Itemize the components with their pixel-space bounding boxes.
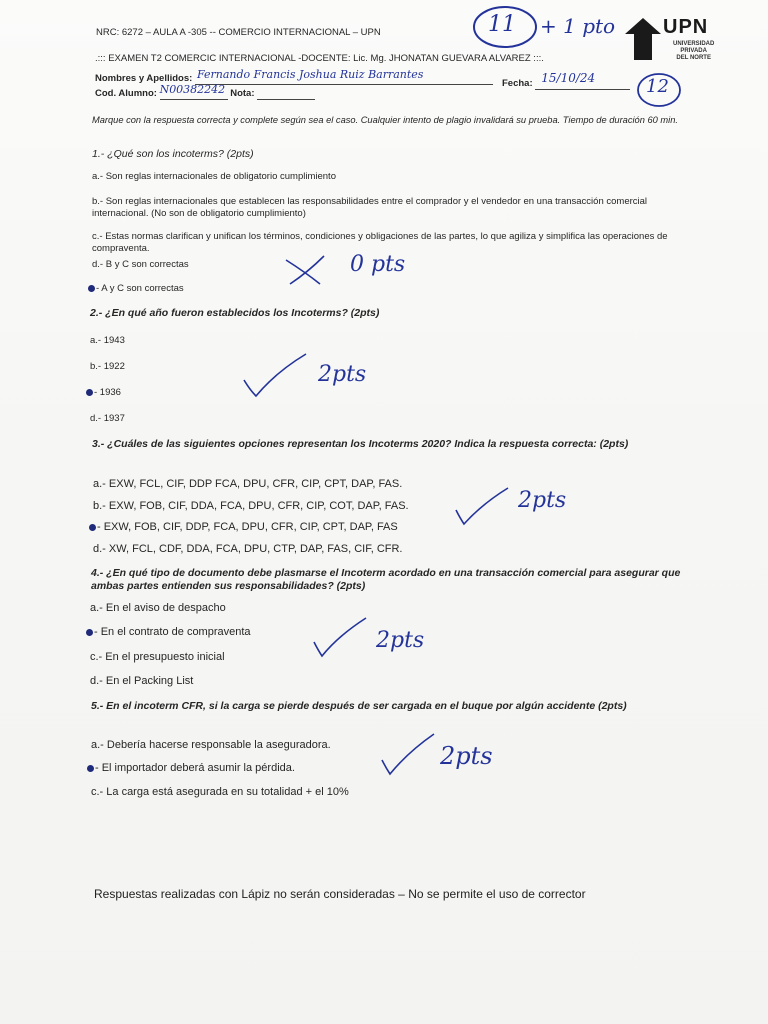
q4-option-b-row [86,626,251,638]
score-handwritten: 11 [488,12,516,37]
q4-option-c: c.- En el presupuesto inicial [90,651,225,663]
q2-option-d: d.- 1937 [90,413,125,424]
upn-sub-2: PRIVADA [680,48,707,54]
q3-option-b: b.- EXW, FOB, CIF, DDA, FCA, DPU, CFR, CIP, COT, DAP, FAS. [93,500,409,512]
question-5-title: 5.- En el incoterm CFR, si la carga se pierde después de ser cargada en el buque por algún accidente (2pts) [91,700,627,712]
q1-option-e: - A y C son correctas [96,283,184,294]
date-field [535,71,630,90]
check-mark-icon [452,484,512,528]
code-field [159,83,228,100]
question-4-title: 4.- ¿En qué tipo de documento debe plasmarse el Incoterm acordado en una transacción comercial para asegurar que ambas partes entienden sus responsabilidades? (2pts) [91,567,681,592]
name-label: Nombres y Apellidos: [95,73,193,84]
selected-bubble-icon [88,285,95,292]
q3-score-handwritten: 2pts [518,488,567,513]
student-name-row [95,68,493,85]
upn-logo-text: UPN [663,16,709,38]
q2-option-b: b.- 1922 [90,361,125,372]
name-field [195,68,493,85]
q4-option-a: a.- En el aviso de despacho [90,602,226,614]
question-2-title: 2.- ¿En qué año fueron establecidos los Incoterms? (2pts) [90,307,380,319]
student-code-row [95,83,315,100]
upn-sub-1: UNIVERSIDAD [673,41,715,47]
grade-label: Nota: [230,88,255,99]
q2-option-a: a.- 1943 [90,335,125,346]
final-grade-handwritten: 12 [646,76,669,97]
question-3-title: 3.- ¿Cuáles de las siguientes opciones representan los Incoterms 2020? Indica la respuesta correcta: (2pts) [92,438,629,450]
code-label: Cod. Alumno: [95,88,157,99]
check-mark-icon [240,350,310,400]
footer-note: Respuestas realizadas con Lápiz no serán consideradas – No se permite el uso de corrector [94,887,586,901]
q3-option-d: d.- XW, FCL, CDF, DDA, FCA, DPU, CTP, DAP, FAS, CIF, CFR. [93,543,403,555]
q1-option-b: b.- Son reglas internacionales que establecen las responsabilidades entre el comprador y el vendedor en una transacción comercial internacional. (No son de obligatorio cumplimiento) [92,196,648,219]
bonus-handwritten: + 1 pto [540,14,616,38]
q4-option-d: d.- En el Packing List [90,675,194,687]
instructions: Marque con la respuesta correcta y complete según sea el caso. Cualquier intento de plagio invalidará su prueba. Tiempo de duración 60 min. [92,115,678,125]
q4-option-b: - En el contrato de compraventa [94,626,251,638]
question-1-title: 1.- ¿Qué son los incoterms? (2pts) [92,148,254,160]
date-row [502,71,630,90]
header-course-line: NRC: 6272 – AULA A -305 -- COMERCIO INTERNACIONAL – UPN [96,27,381,38]
date-handwritten: 15/10/24 [541,71,596,85]
q5-option-a: a.- Debería hacerse responsable la aseguradora. [91,739,331,751]
selected-bubble-icon [87,765,94,772]
selected-bubble-icon [86,629,93,636]
upn-logo-subtitle [673,41,714,62]
selected-bubble-icon [86,389,93,396]
q5-option-b: - El importador deberá asumir la pérdida. [95,762,295,774]
q1-option-c: c.- Estas normas clarifican y unifican los términos, condiciones y obligaciones de las partes, lo que agiliza y simplifica las operaciones de compraventa. [92,231,668,254]
q5-option-b-row [87,762,295,774]
q5-option-c: c.- La carga está asegurada en su totalidad + el 10% [91,786,349,798]
upn-arrow-icon [625,18,661,60]
q3-option-c-row [89,521,398,533]
q1-option-d: d.- B y C son correctas [92,259,189,270]
wrong-mark-icon [280,250,340,290]
q4-score-handwritten: 2pts [376,628,425,653]
selected-bubble-icon [89,524,96,531]
header-exam-line: .::: EXAMEN T2 COMERCIC INTERNACIONAL -DOCENTE: Lic. Mg. JHONATAN GUEVARA ALVAREZ :::. [95,53,544,64]
name-handwritten: Fernando Francis Joshua Ruiz Barrantes [196,68,424,81]
date-label: Fecha: [502,78,533,89]
check-mark-icon [378,730,438,776]
upn-sub-3: DEL NORTE [676,55,711,61]
q1-score-handwritten: 0 pts [350,252,406,277]
code-handwritten: N00382242 [159,83,226,96]
check-mark-icon [310,614,370,658]
q3-option-c: - EXW, FOB, CIF, DDP, FCA, DPU, CFR, CIP, CPT, DAP, FAS [97,521,398,533]
q3-option-a: a.- EXW, FCL, CIF, DDP FCA, DPU, CFR, CIP, CPT, DAP, FAS. [93,478,403,490]
q1-option-a: a.- Son reglas internacionales de obligatorio cumplimiento [92,171,336,182]
q2-option-c: - 1936 [94,387,121,398]
q5-score-handwritten: 2pts [440,742,493,770]
grade-field [257,88,315,100]
q2-option-c-row [86,387,121,398]
q2-score-handwritten: 2pts [318,362,367,387]
q1-option-e-row [88,283,184,294]
